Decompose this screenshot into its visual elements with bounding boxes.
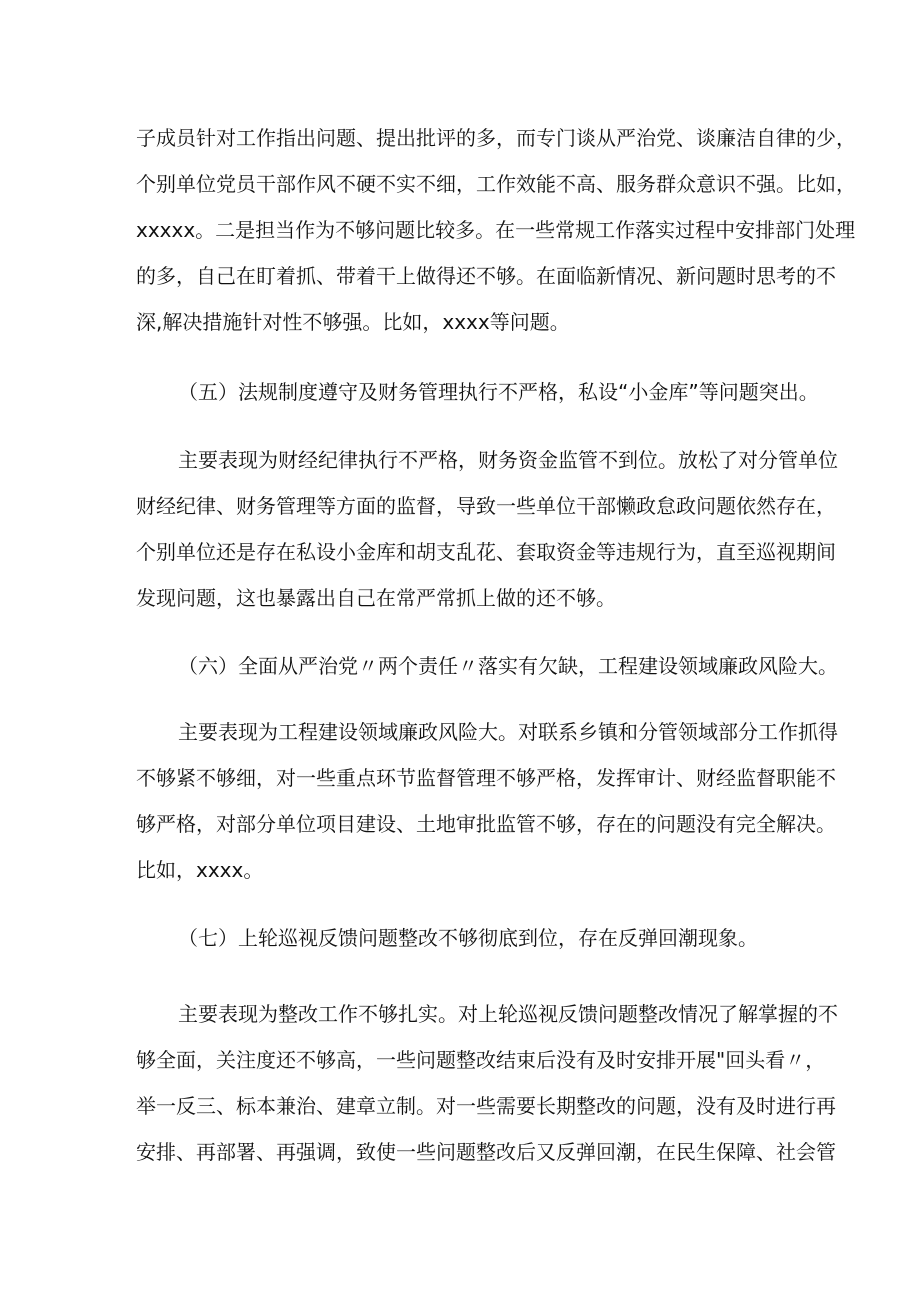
text-line: 深,解决措施针对性不够强。比如，xxxx等问题。 [136, 310, 570, 334]
text-line: 财经纪律、财务管理等方面的监督，导致一些单位干部懒政怠政问题依然存在， [136, 494, 836, 518]
text-line: 主要表现为工程建设领域廉政风险大。对联系乡镇和分管领域部分工作抓得 [178, 720, 838, 744]
text-line: 主要表现为财经纪律执行不严格，财务资金监管不到位。放松了对分管单位 [178, 448, 838, 472]
section-heading: （七）上轮巡视反馈问题整改不够彻底到位，存在反弹回潮现象。 [178, 926, 758, 950]
text-line: 发现问题，这也暴露出自己在常严常抓上做的还不够。 [136, 586, 616, 610]
text-line: 比如，xxxx。 [136, 858, 264, 882]
section-heading: （六）全面从严治党〃两个责任〃落实有欠缺，工程建设领域廉政风险大。 [178, 654, 838, 678]
text-line: 子成员针对工作指出问题、提出批评的多，而专门谈从严治党、谈廉洁自律的少， [136, 126, 856, 150]
text-line: 个别单位党员干部作风不硬不实不细，工作效能不高、服务群众意识不强。比如， [136, 172, 856, 196]
text-line: 举一反三、标本兼治、建章立制。对一些需要长期整改的问题，没有及时进行再 [136, 1094, 836, 1118]
section-heading: （五）法规制度遵守及财务管理执行不严格，私设“小金库”等问题突出。 [178, 380, 819, 404]
text-line: 不够紧不够细，对一些重点环节监督管理不够严格，发挥审计、财经监督职能不 [136, 766, 836, 790]
text-line: 主要表现为整改工作不够扎实。对上轮巡视反馈问题整改情况了解掌握的不 [178, 1002, 838, 1026]
text-line: 够全面，关注度还不够高，一些问题整改结束后没有及时安排开展"回头看〃， [136, 1048, 826, 1072]
text-line: 够严格，对部分单位项目建设、土地审批监管不够，存在的问题没有完全解决。 [136, 812, 836, 836]
text-line: 安排、再部署、再强调，致使一些问题整改后又反弹回潮，在民生保障、社会管 [136, 1140, 836, 1164]
text-line: xxxxx。二是担当作为不够问题比较多。在一些常规工作落实过程中安排部门处理 [136, 218, 856, 242]
text-line: 个别单位还是存在私设小金库和胡支乱花、套取资金等违规行为，直至巡视期间 [136, 540, 836, 564]
text-line: 的多，自己在盯着抓、带着干上做得还不够。在面临新情况、新问题时思考的不 [136, 264, 836, 288]
